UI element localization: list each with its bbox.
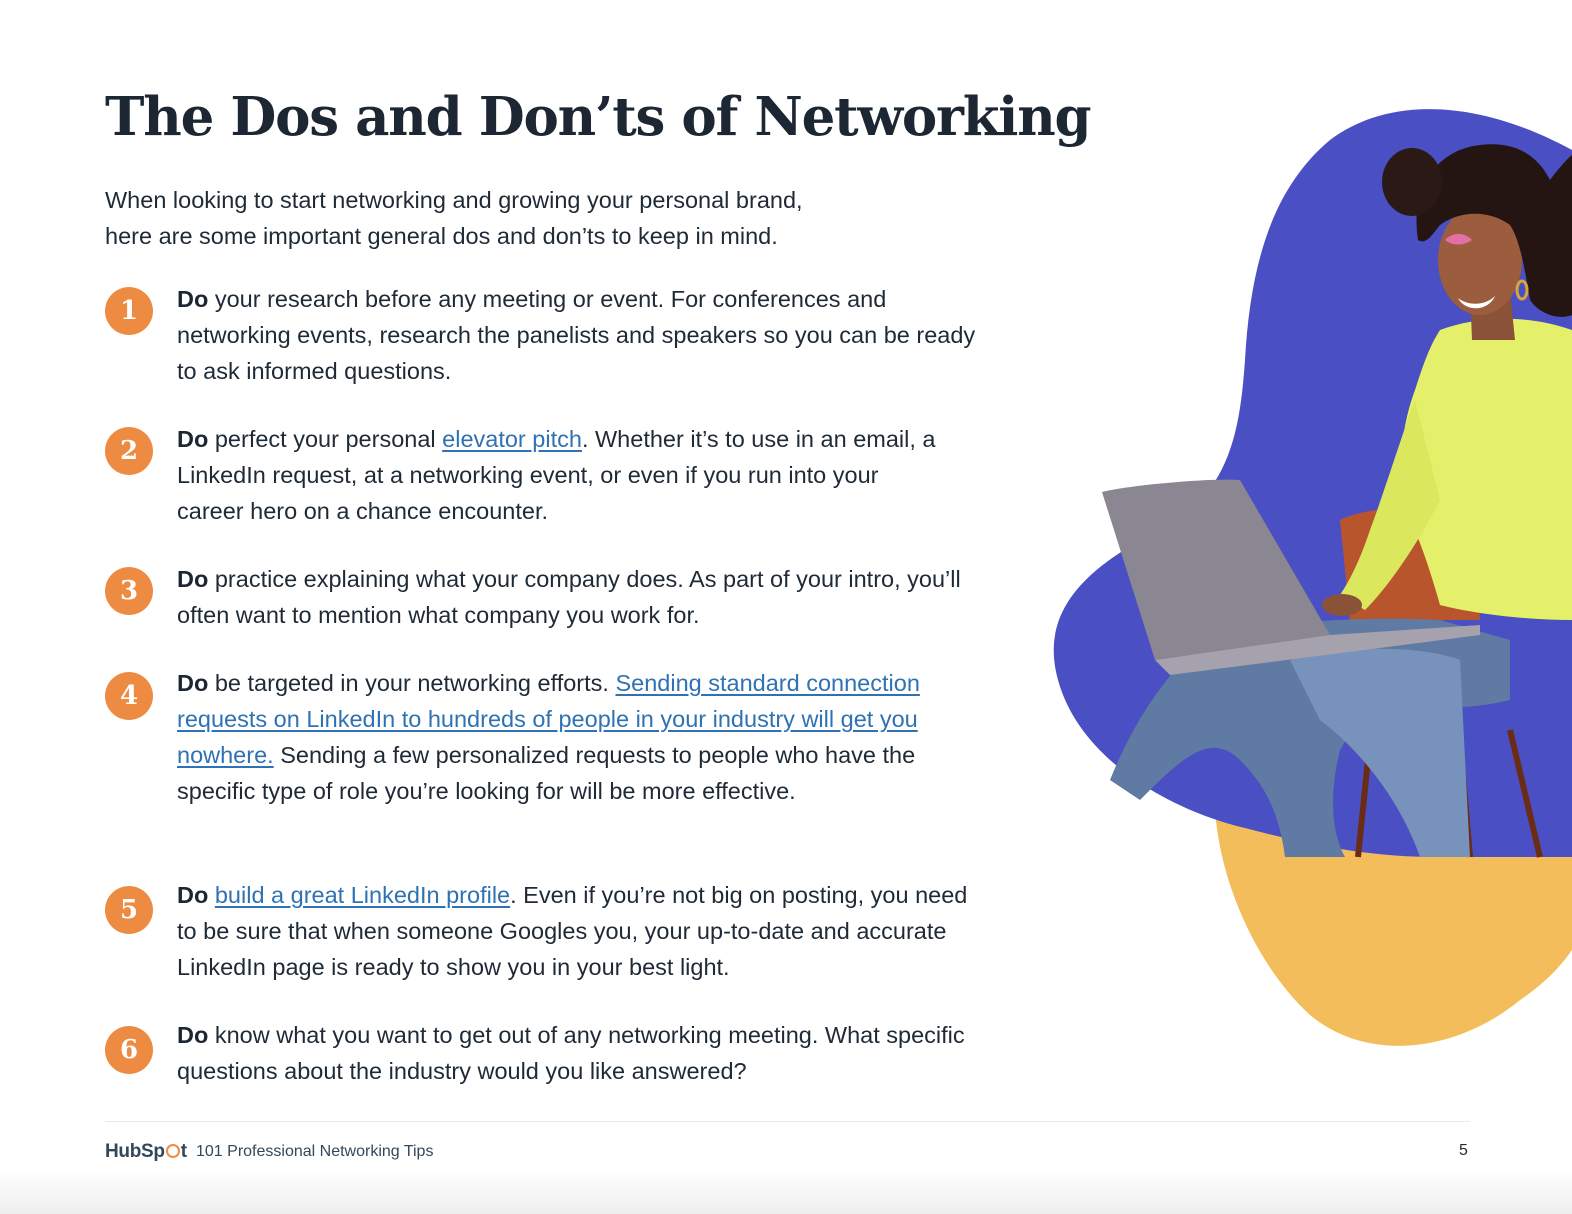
hair-puff	[1382, 148, 1442, 216]
tip-body-after: Sending a few personalized requests to people who have the specific type of role you’re looking for will be more effective.	[177, 742, 916, 804]
linkedin-connection-requests-link[interactable]: Sending standard connection requests on LinkedIn to hundreds of people in your industry will get you nowhere.	[177, 670, 920, 768]
tip-body-after: . Even if you’re not big on posting, you need to be sure that when someone Googles you, your up-to-date and accurate LinkedIn page is ready to show you in your best light.	[177, 882, 968, 980]
page-number: 5	[1459, 1142, 1468, 1159]
page-title: The Dos and Don’ts of Networking	[105, 86, 1091, 148]
elevator-pitch-link[interactable]: elevator pitch	[442, 426, 582, 452]
tip-body: your research before any meeting or event. For conferences and networking events, research the panelists and speakers so you can be ready to ask informed questions.	[177, 286, 976, 384]
tip-text	[177, 877, 987, 985]
tip-lead: Do	[177, 670, 209, 696]
tip-body-after: . Whether it’s to use in an email, a LinkedIn request, at a networking event, or even if you run into your career hero on a chance encounter.	[177, 426, 936, 524]
tip-lead: Do	[177, 1022, 209, 1048]
tip-text	[177, 281, 977, 389]
tip-text	[177, 665, 967, 809]
intro-line-1: When looking to start networking and growing your personal brand,	[105, 187, 803, 213]
intro-line-2: here are some important general dos and don’ts to keep in mind.	[105, 223, 778, 249]
tip-text	[177, 561, 985, 633]
tip-body: practice explaining what your company does. As part of your intro, you’ll often want to mention what company you work for.	[177, 566, 961, 628]
tip-number-badge: 2	[105, 427, 153, 475]
hero-illustration	[1040, 100, 1572, 1060]
footer-divider	[105, 1121, 1470, 1122]
tip-lead: Do	[177, 566, 209, 592]
sprocket-icon	[166, 1144, 180, 1158]
hand	[1322, 594, 1362, 616]
tip-text	[177, 421, 947, 529]
tip-body-before: perfect your personal	[208, 426, 443, 452]
tip-body-before: be targeted in your networking efforts.	[208, 670, 616, 696]
linkedin-profile-link[interactable]: build a great LinkedIn profile	[214, 882, 511, 908]
tip-text	[177, 1017, 967, 1089]
footer-document-title: 101 Professional Networking Tips	[196, 1143, 434, 1160]
hubspot-logo: HubSp t	[105, 1141, 187, 1162]
tip-number-badge: 3	[105, 567, 153, 615]
tip-number-badge: 6	[105, 1026, 153, 1074]
tips-list	[105, 0, 985, 1110]
page-bottom-shadow	[0, 1170, 1572, 1214]
tip-number-badge: 4	[105, 672, 153, 720]
tip-lead: Do	[177, 426, 209, 452]
tip-lead: Do	[177, 286, 209, 312]
tip-number-badge: 5	[105, 886, 153, 934]
tip-lead: Do	[177, 882, 209, 908]
tip-number-badge: 1	[105, 287, 153, 335]
tip-body: know what you want to get out of any networking meeting. What specific questions about the industry would you like answered?	[177, 1022, 965, 1084]
